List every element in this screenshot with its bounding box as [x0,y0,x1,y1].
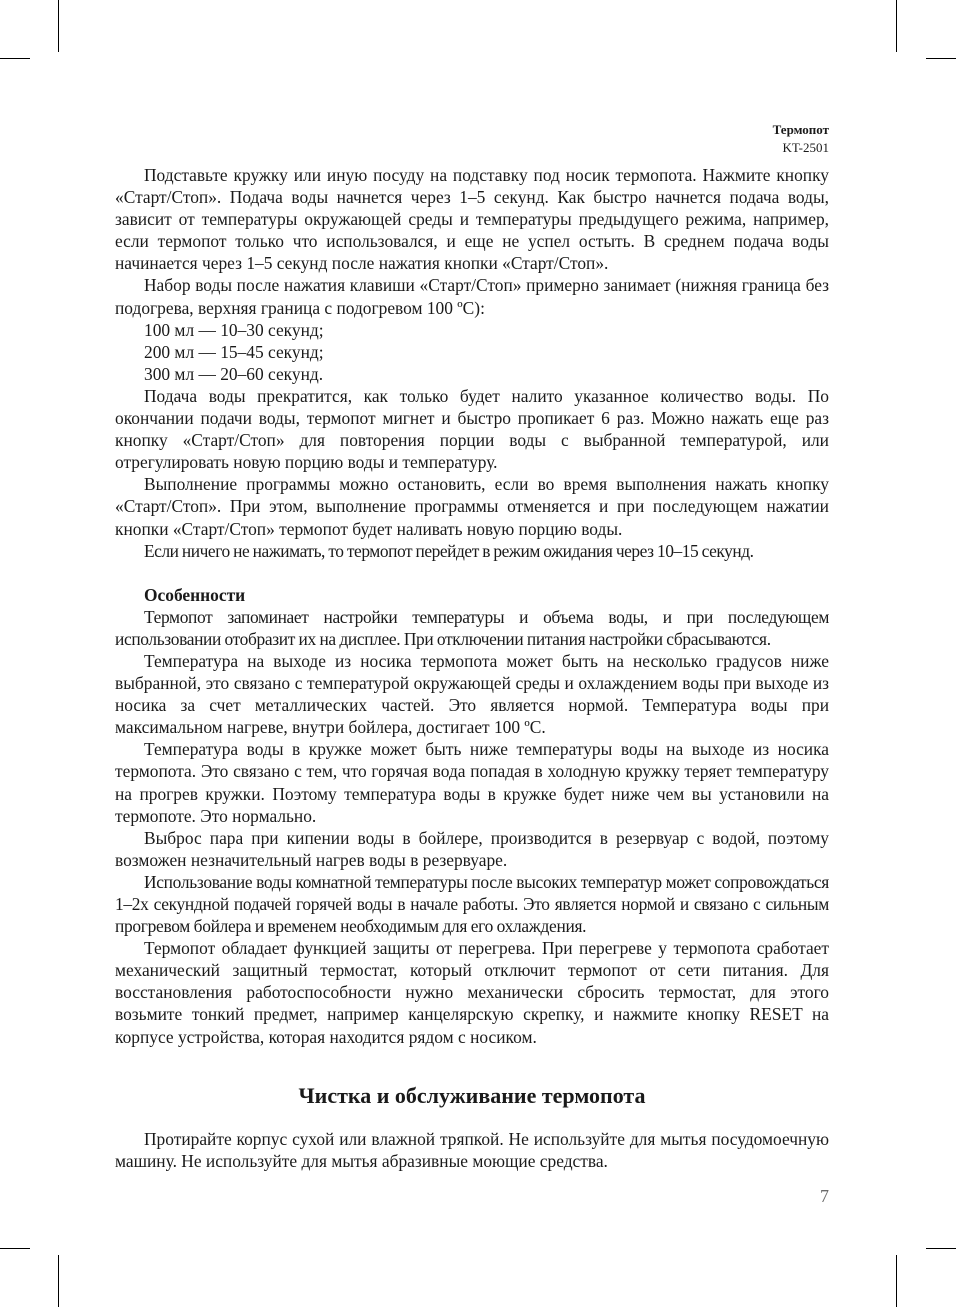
crop-mark-top-left [58,0,59,52]
paragraph: Подставьте кружку или иную посуду на подставку под носик термопота. Нажмите кнопку «Старт/Стоп». Подача воды начнется через 1–5 секунд. Как быстро начнется подача воды, зависит от температуры окружающей среды и температуры предыдущего режима, например, если термопот только что использовался, и еще не успел остыть. В среднем подача воды начинается через 1–5 секунд после нажатия кнопки «Старт/Стоп». [115,165,829,274]
paragraph: Температура воды в кружке может быть ниже температуры воды на выходе из носика термопота. Это связано с тем, что горячая вода попадая в холодную кружку теряет температуру на прогрев кружки. Поэтому температура воды в кружке будет ниже чем вы установили на термопоте. Это нормально. [115,739,829,826]
crop-mark-left-bottom [0,1248,30,1249]
paragraph: Термопот обладает функцией защиты от перегрева. При перегреве у термопота сработает механический защитный термостат, который отключит термопот от сети питания. Для восстановления работоспособности нужно механически сбросить термостат, для этого возьмите тонкий предмет, например канцелярскую скрепку, и нажмите кнопку RESET на корпусе устройства, которая находится рядом с носиком. [115,938,829,1047]
crop-mark-bottom-left [58,1255,59,1307]
crop-mark-right-bottom [926,1248,956,1249]
running-header [773,121,829,157]
crop-mark-top-right [896,0,897,52]
crop-mark-bottom-right [896,1255,897,1307]
paragraph: Использование воды комнатной температуры после высоких температур может сопровождаться 1–2х секундной подачей горячей воды в начале работы. Это является нормой и связано с сильным прогревом бойлера и временем необходимым для его охлаждения. [115,871,829,937]
list-item: 200 мл — 15–45 секунд; [144,341,324,362]
header-model: KT-2501 [782,140,829,155]
section-title: Чистка и обслуживание термопота [298,1082,646,1108]
paragraph: Подача воды прекратится, как только будет налито указанное количество воды. По окончании подачи воды, термопот мигнет и быстро пропикает 6 раз. Можно нажать еще раз кнопку «Старт/Стоп» для повторения порции воды с выбранной температурой, или отрегулировать новую порцию воды и температуру. [115,385,829,473]
paragraph: Если ничего не нажимать, то термопот перейдет в режим ожидания через 10–15 секунд. [144,540,754,561]
paragraph: Термопот запоминает настройки температуры и объема воды, и при последующем использовании отобразит их на дисплее. При отключении питания настройки сбрасываются. [115,606,829,649]
header-title: Термопот [772,122,829,137]
paragraph: Набор воды после нажатия клавиши «Старт/Стоп» примерно занимает (нижняя граница без подогрева, верхняя граница с подогревом 100 ºC): [115,275,829,318]
crop-mark-right-top [926,58,956,59]
crop-mark-left-top [0,58,30,59]
page-number: 7 [820,1186,829,1206]
list-item: 300 мл — 20–60 секунд. [144,363,324,384]
paragraph: Выброс пара при кипении воды в бойлере, производится в резервуар с водой, поэтому возможен незначительный нагрев воды в резервуаре. [115,827,829,870]
features-heading: Особенности [144,584,246,605]
paragraph: Температура на выходе из носика термопота может быть на несколько градусов ниже выбранной, это связано с температурой окружающей среды и охлаждением воды при выходе из носика за счет металлических частей. Это является нормой. Температура воды при максимальном нагреве, внутри бойлера, достигает 100 ºC. [115,650,829,738]
list-item: 100 мл — 10–30 секунд; [144,319,324,340]
paragraph: Протирайте корпус сухой или влажной тряпкой. Не используйте для мытья посудомоечную машину. Не используйте для мытья абразивные моющие средства. [115,1128,829,1171]
paragraph: Выполнение программы можно остановить, если во время выполнения нажать кнопку «Старт/Стоп». При этом, выполнение программы отменяется и при последующем нажатии кнопки «Старт/Стоп» термопот будет наливать новую порцию воды. [115,474,829,539]
page-content [115,164,829,1172]
